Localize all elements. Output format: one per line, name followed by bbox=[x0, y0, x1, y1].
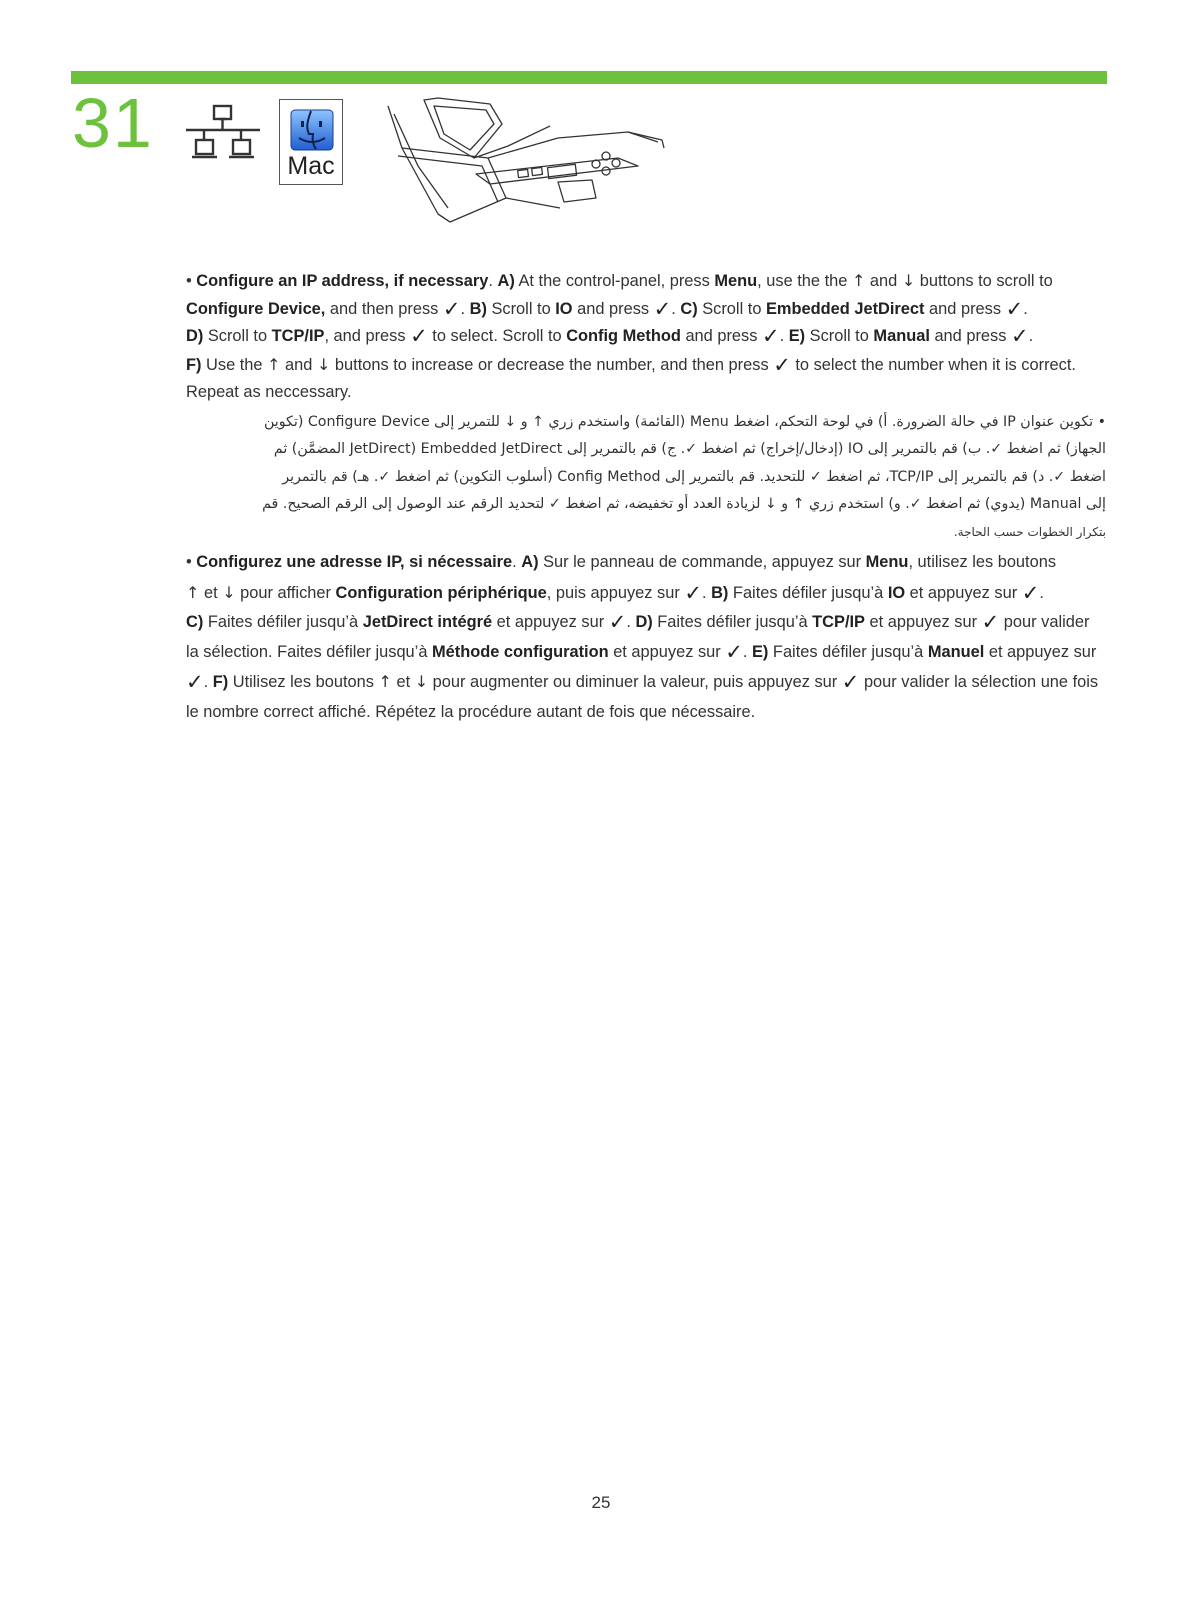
down-arrow-icon: ↓ bbox=[414, 672, 429, 691]
check-icon: ✓ bbox=[653, 296, 672, 321]
arabic-line: • تكوين عنوان IP في حالة الضرورة. أ) في لوحة التحكم، اضغط Menu (القائمة) واستخدم زري ↑ و ↓ للتمرير إلى Configure Device (تكوين bbox=[263, 413, 1106, 430]
down-arrow-icon: ↓ bbox=[316, 354, 331, 374]
up-arrow-icon: ↑ bbox=[186, 582, 200, 602]
check-icon: ✓ bbox=[608, 610, 627, 634]
arabic-line: بتكرار الخطوات حسب الحاجة. bbox=[953, 524, 1106, 539]
check-icon: ✓ bbox=[1021, 580, 1040, 605]
check-icon: ✓ bbox=[761, 324, 780, 348]
instructions-french: • Configurez une adresse IP, si nécessaire. A) Sur le panneau de commande, appuyez sur Menu, utilisez les boutons ↑ et ↓ pour afficher Configuration périphérique, puis appuyez sur ✓. B) Faites défiler jusqu’à IO et appuyez sur ✓. C) Faites défiler jusqu’à JetDirect intégré et appuyez sur ✓. D) Faites défiler jusqu’à TCP/IP et appuyez sur ✓ pour valider la sélection. Faites défiler jusqu’à Méthode configuration et appuyez sur ✓. E) Faites défiler jusqu’à Manuel et appuyez sur ✓. F) Utilisez les boutons ↑ et ↓ pour augmenter ou diminuer la valeur, puis appuyez sur ✓ pour valider la sélection une fois le nombre correct affiché. Répétez la procédure autant de fois que nécessaire. bbox=[186, 553, 1099, 721]
check-icon: ✓ bbox=[1005, 296, 1024, 321]
arabic-line: إلى Manual (يدوي) ثم اضغط ✓. و) استخدم زري ↑ و ↓ لزيادة العدد أو تخفيضه، ثم اضغط ✓ لتحديد الرقم عند الوصول إلى الرقم الصحيح. قم bbox=[262, 496, 1106, 512]
instructions-arabic bbox=[186, 409, 1106, 547]
check-icon: ✓ bbox=[186, 670, 204, 694]
up-arrow-icon: ↑ bbox=[378, 672, 392, 691]
header-accent-bar bbox=[71, 71, 1107, 84]
check-icon: ✓ bbox=[410, 324, 428, 348]
check-icon: ✓ bbox=[841, 670, 860, 694]
check-icon: ✓ bbox=[1010, 324, 1029, 348]
page-number: 25 bbox=[591, 1493, 611, 1512]
mac-finder-icon bbox=[289, 108, 335, 152]
network-icon bbox=[186, 104, 262, 162]
check-icon: ✓ bbox=[684, 580, 702, 605]
check-icon: ✓ bbox=[981, 610, 1000, 634]
down-arrow-icon: ↓ bbox=[222, 582, 236, 602]
up-arrow-icon: ↑ bbox=[851, 271, 866, 290]
up-arrow-icon: ↑ bbox=[267, 354, 281, 374]
printer-illustration bbox=[378, 96, 668, 226]
mac-badge bbox=[279, 99, 343, 185]
arabic-line: الجهاز) ثم اضغط ✓. ب) قم بالتمرير إلى IO (إدخال/إخراج) ثم اضغط ✓. ج) قم بالتمرير إلى Embedded JetDirect (JetDirect المضمَّن) ثم bbox=[273, 441, 1106, 457]
step-number: 31 bbox=[72, 84, 154, 162]
down-arrow-icon: ↓ bbox=[901, 271, 916, 290]
check-icon: ✓ bbox=[725, 639, 743, 664]
arabic-line: اضغط ✓. د) قم بالتمرير إلى TCP/IP، ثم اضغط ✓ للتحديد. قم بالتمرير إلى Config Method (أسلوب التكوين) ثم اضغط ✓. هـ) قم بالتمرير bbox=[282, 468, 1106, 485]
mac-label: Mac bbox=[287, 152, 335, 180]
instructions-english: • Configure an IP address, if necessary. A) At the control-panel, press Menu, use the the ↑ and ↓ buttons to scroll to Configure Device, and then press ✓. B) Scroll to IO and press ✓. C) Scroll to Embedded JetDirect and press ✓. D) Scroll to TCP/IP, and press ✓ to select. Scroll to Config Method and press ✓. E) Scroll to Manual and press ✓. F) Use the ↑ and ↓ buttons to increase or decrease the number, and then press ✓ to select the number when it is correct. Repeat as neccessary. bbox=[186, 271, 1076, 401]
check-icon: ✓ bbox=[442, 296, 461, 321]
check-icon: ✓ bbox=[773, 352, 791, 377]
instructions bbox=[186, 267, 1106, 727]
